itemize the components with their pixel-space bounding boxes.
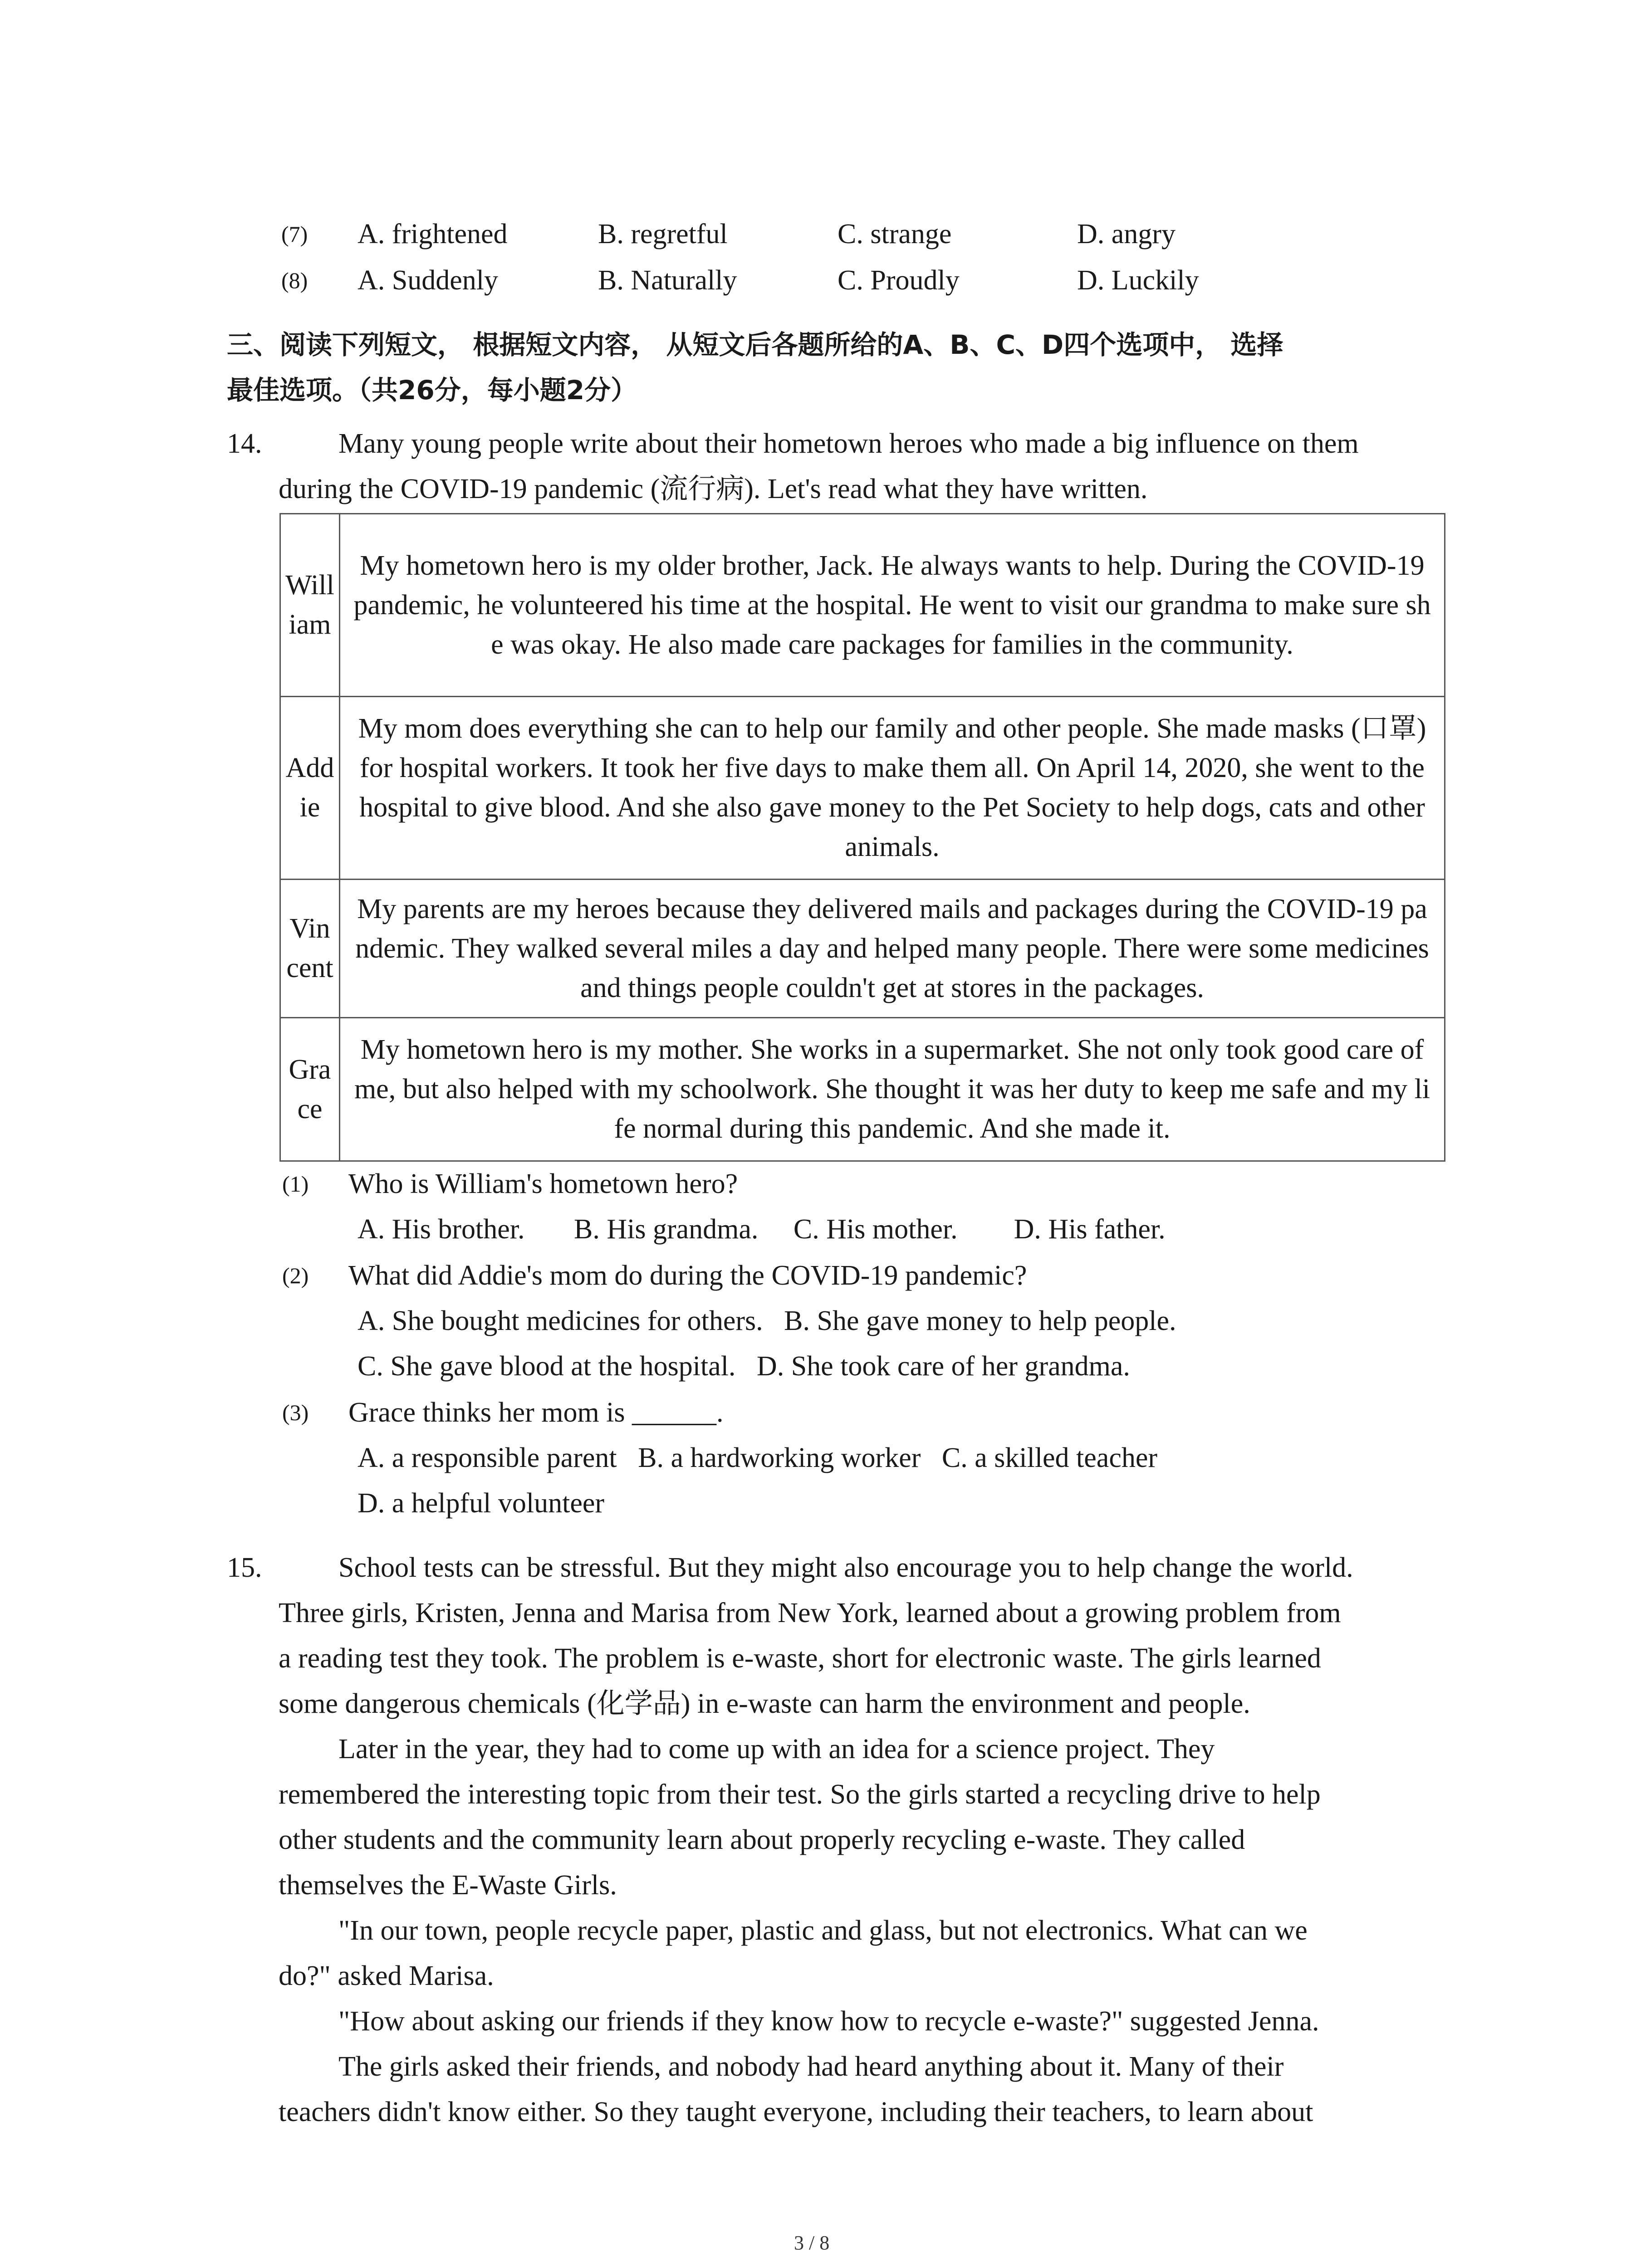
passage-intro-line1: Many young people write about their hometown heroes who made a big influence on them (338, 428, 1359, 459)
passage-line: other students and the community learn about properly recycling e-waste. They called (279, 1824, 1245, 1855)
sub-question-number: (2) (282, 1263, 309, 1288)
option-b: B. regretful (598, 219, 728, 249)
sub-question-options: A. His brother. B. His grandma. C. His mother. D. His father. (358, 1214, 1166, 1245)
passage-line: "In our town, people recycle paper, plastic and glass, but not electronics. What can we (338, 1915, 1308, 1946)
hero-writer-name: Vincent (280, 880, 340, 1018)
table-row (280, 697, 1445, 880)
hero-description: My mom does everything she can to help our family and other people. She made masks (口罩) for hospital workers. It took her five days to make them all. On April 14, 2020, she went to the hospital to give blood. And she also gave money to the Pet Society to help dogs, cats and other animals. (340, 697, 1445, 880)
sub-question-stem: Who is William's hometown hero? (348, 1168, 738, 1199)
passage-line: themselves the E-Waste Girls. (279, 1870, 617, 1901)
passage-intro-line2: during the COVID-19 pandemic (流行病). Let's read what they have written. (279, 474, 1148, 504)
section-heading-line2: 最佳选项。（共26分，每小题2分） (227, 375, 637, 406)
sub-question-options: C. She gave blood at the hospital. D. She took care of her grandma. (358, 1351, 1130, 1382)
option-a: A. Suddenly (358, 265, 498, 296)
table-row (280, 514, 1445, 697)
hero-description: My parents are my heroes because they delivered mails and packages during the COVID-19 pandemic. They walked several miles a day and helped many people. There were some medicines and things people couldn't get at stores in the packages. (340, 880, 1445, 1018)
heroes-table (279, 513, 1445, 1162)
question-number-15: 15. (227, 1552, 262, 1583)
sub-question-number: (1) (282, 1171, 309, 1197)
section-heading-line1: 三、阅读下列短文， 根据短文内容， 从短文后各题所给的A、B、C、D四个选项中， 选择 (227, 329, 1283, 360)
page-number: 3 / 8 (794, 2232, 830, 2254)
option-number: (7) (281, 221, 308, 247)
sub-question-stem: What did Addie's mom do during the COVID-19 pandemic? (348, 1260, 1027, 1291)
option-d: D. angry (1077, 219, 1176, 249)
question-number-14: 14. (227, 428, 262, 459)
hero-description: My hometown hero is my older brother, Jack. He always wants to help. During the COVID-19 pandemic, he volunteered his time at the hospital. He went to visit our grandma to make sure she was okay. He also made care packages for families in the community. (340, 514, 1445, 697)
passage-line: remembered the interesting topic from their test. So the girls started a recycling drive to help (279, 1779, 1321, 1810)
option-c: C. Proudly (838, 265, 960, 296)
sub-question-stem: Grace thinks her mom is ______. (348, 1397, 724, 1428)
option-b: B. Naturally (598, 265, 737, 296)
sub-question-number: (3) (282, 1400, 309, 1425)
table-row (280, 1018, 1445, 1161)
passage-line: "How about asking our friends if they know how to recycle e-waste?" suggested Jenna. (338, 2006, 1319, 2037)
option-a: A. frightened (358, 219, 508, 249)
passage-line: some dangerous chemicals (化学品) in e-waste can harm the environment and people. (279, 1688, 1250, 1719)
passage-line: teachers didn't know either. So they taught everyone, including their teachers, to learn about (279, 2097, 1313, 2127)
option-c: C. strange (838, 219, 952, 249)
sub-question-options: A. She bought medicines for others. B. She gave money to help people. (358, 1305, 1176, 1336)
option-number: (8) (281, 268, 308, 293)
sub-question-options: A. a responsible parent B. a hardworking worker C. a skilled teacher (358, 1442, 1158, 1473)
hero-description: My hometown hero is my mother. She works in a supermarket. She not only took good care of me, but also helped with my schoolwork. She thought it was her duty to keep me safe and my life normal during this pandemic. And she made it. (340, 1018, 1445, 1161)
hero-writer-name: Addie (280, 697, 340, 880)
passage-line: School tests can be stressful. But they might also encourage you to help change the world. (338, 1552, 1353, 1583)
sub-question-options: D. a helpful volunteer (358, 1488, 605, 1519)
passage-line: a reading test they took. The problem is e-waste, short for electronic waste. The girls learned (279, 1643, 1321, 1674)
hero-writer-name: Grace (280, 1018, 340, 1161)
passage-line: Three girls, Kristen, Jenna and Marisa from New York, learned about a growing problem from (279, 1598, 1341, 1628)
option-d: D. Luckily (1077, 265, 1199, 296)
passage-line: do?" asked Marisa. (279, 1960, 494, 1991)
passage-line: The girls asked their friends, and nobody had heard anything about it. Many of their (338, 2051, 1284, 2082)
hero-writer-name: William (280, 514, 340, 697)
passage-line: Later in the year, they had to come up with an idea for a science project. They (338, 1734, 1215, 1765)
table-row (280, 880, 1445, 1018)
